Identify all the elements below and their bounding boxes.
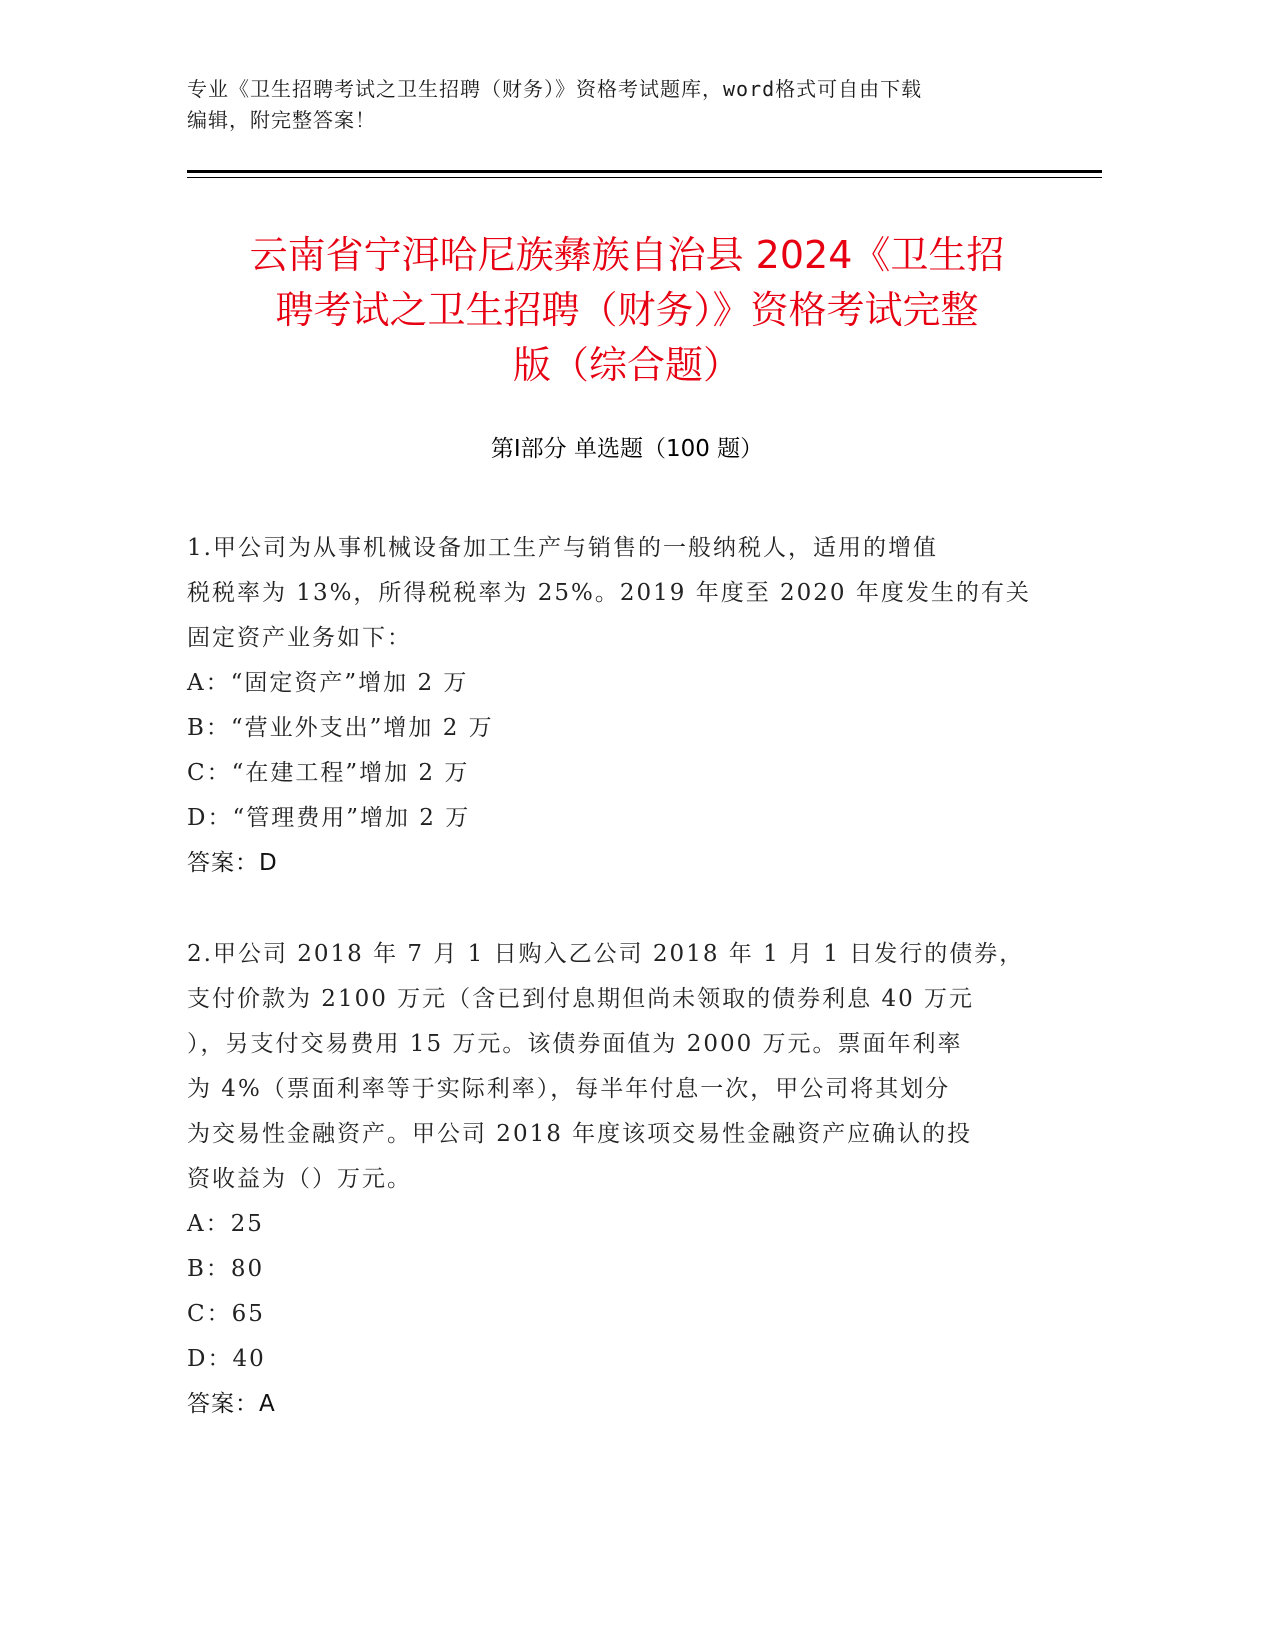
section-heading: 第Ⅰ部分 单选题（100 题） xyxy=(490,436,764,462)
question-stem-line: ），另支付交易费用 15 万元。该债券面值为 2000 万元。票面年利率 xyxy=(187,1031,963,1057)
option-a: A：“固定资产”增加 2 万 xyxy=(187,670,469,696)
header-note-line: 专业《卫生招聘考试之卫生招聘（财务）》资格考试题库，word格式可自由下载 xyxy=(187,77,923,101)
question-stem-line: 为交易性金融资产。甲公司 2018 年度该项交易性金融资产应确认的投 xyxy=(187,1121,973,1147)
question-2 xyxy=(187,932,1057,1427)
option-b: B：80 xyxy=(187,1256,265,1282)
question-stem-line: 固定资产业务如下： xyxy=(187,625,412,651)
option-b: B：“营业外支出”增加 2 万 xyxy=(187,715,494,741)
question-stem xyxy=(187,932,1057,1202)
document-title-line: 聘考试之卫生招聘（财务）》资格考试完整 xyxy=(275,288,979,332)
document-title-line: 版（综合题） xyxy=(512,343,741,387)
question-1 xyxy=(187,526,1057,886)
option-c: C：65 xyxy=(187,1301,265,1327)
option-d: D：“管理费用”增加 2 万 xyxy=(187,805,471,831)
option-a: A：25 xyxy=(187,1211,264,1237)
question-stem-line: 1.甲公司为从事机械设备加工生产与销售的一般纳税人，适用的增值 xyxy=(187,535,938,561)
option-list xyxy=(187,661,1057,841)
document-title-line: 云南省宁洱哈尼族彝族自治县 2024《卫生招 xyxy=(249,233,1005,277)
question-stem-line: 2.甲公司 2018 年 7 月 1 日购入乙公司 2018 年 1 月 1 日发行的债券， xyxy=(187,941,1025,967)
option-list xyxy=(187,1202,1057,1382)
question-stem-line: 支付价款为 2100 万元（含已到付息期但尚未领取的债券利息 40 万元 xyxy=(187,986,975,1012)
header-divider-thick xyxy=(187,170,1102,173)
document-title xyxy=(187,228,1067,393)
question-stem-line: 资收益为（）万元。 xyxy=(187,1166,412,1192)
header-note-line: 编辑，附完整答案！ xyxy=(187,108,376,132)
option-d: D：40 xyxy=(187,1346,266,1372)
question-stem-line: 税税率为 13%，所得税税率为 25%。2019 年度至 2020 年度发生的有关 xyxy=(187,580,1031,606)
option-c: C：“在建工程”增加 2 万 xyxy=(187,760,470,786)
header-note xyxy=(187,74,1067,136)
question-stem-line: 为 4%（票面利率等于实际利率），每半年付息一次，甲公司将其划分 xyxy=(187,1076,951,1102)
header-divider-thin xyxy=(187,177,1102,178)
question-stem xyxy=(187,526,1057,661)
answer-key: 答案：D xyxy=(187,850,278,876)
answer-key: 答案：A xyxy=(187,1391,276,1417)
